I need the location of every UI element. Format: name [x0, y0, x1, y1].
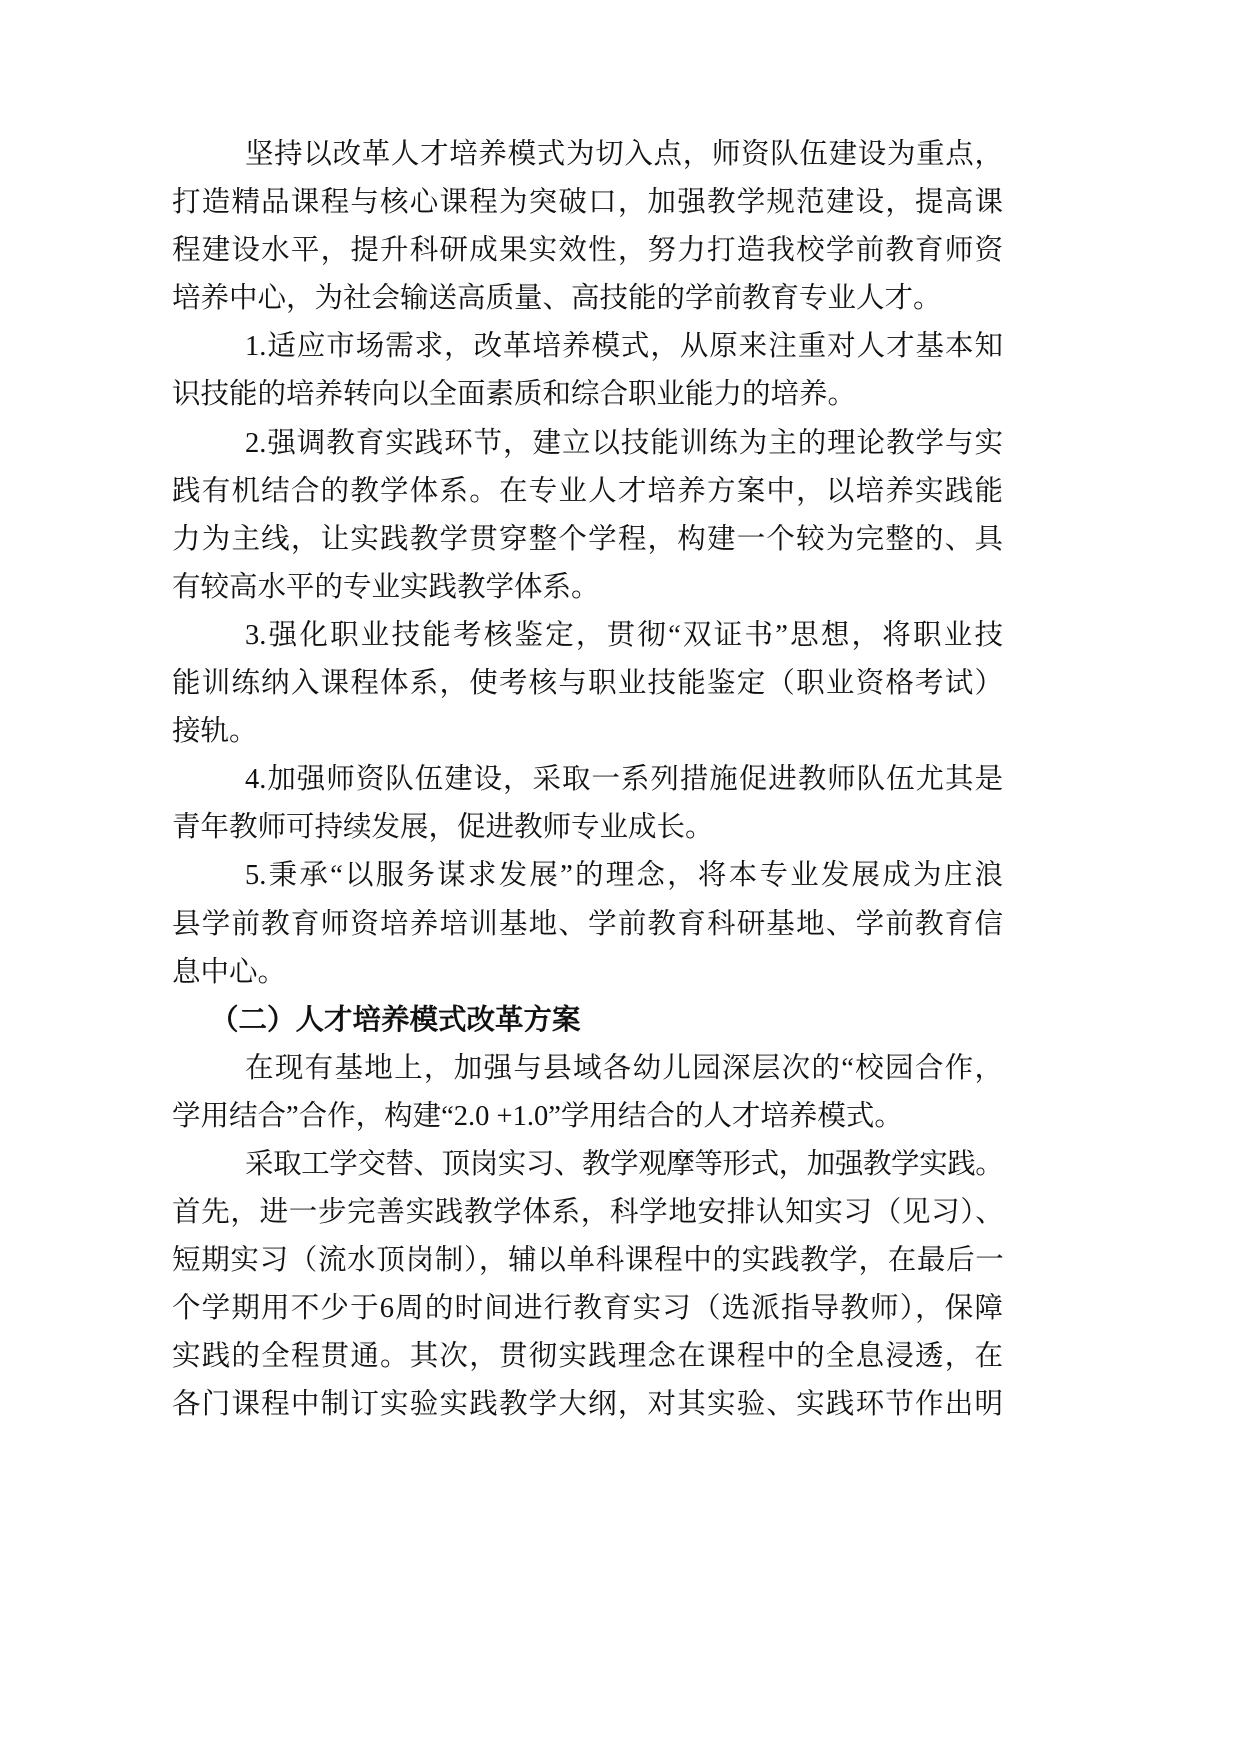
document-page: [172, 131, 1003, 1430]
text-line: 程建设水平，提升科研成果实效性，努力打造我校学前教育师资: [172, 235, 1003, 267]
text-line: 能训练纳入课程体系，使考核与职业技能鉴定（职业资格考试）: [172, 668, 1003, 700]
paragraph-item-4: [172, 756, 1003, 852]
text-line: 培养中心，为社会输送高质量、高技能的学前教育专业人才。: [172, 283, 942, 315]
text-line: 息中心。: [172, 956, 287, 988]
text-line: 个学期用不少于6周的时间进行教育实习（选派指导教师），保障: [172, 1293, 1003, 1325]
paragraph-intro: [172, 131, 1003, 323]
text-line: 县学前教育师资培养培训基地、学前教育科研基地、学前教育信: [172, 908, 1003, 940]
text-line: 4.加强师资队伍建设，采取一系列措施促进教师队伍尤其是: [245, 764, 1003, 796]
text-line: 践有机结合的教学体系。在专业人才培养方案中，以培养实践能: [172, 475, 1003, 507]
section-heading: （二）人才培养模式改革方案: [210, 1004, 581, 1036]
text-line: 采取工学交替、顶岗实习、教学观摩等形式，加强教学实践。: [245, 1148, 1003, 1180]
text-line: 坚持以改革人才培养模式为切入点，师资队伍建设为重点，: [245, 139, 1003, 170]
text-line: 在现有基地上，加强与县域各幼儿园深层次的“校园合作，: [245, 1052, 1003, 1084]
text-line: 打造精品课程与核心课程为突破口，加强教学规范建设，提高课: [172, 187, 1003, 219]
text-line: 力为主线，让实践教学贯穿整个学程，构建一个较为完整的、具: [172, 523, 1003, 555]
paragraph-section-2: [172, 1141, 1003, 1430]
text-line: 有较高水平的专业实践教学体系。: [172, 571, 600, 603]
text-line: 3.强化职业技能考核鉴定，贯彻“双证书”思想，将职业技: [245, 619, 1003, 651]
paragraph-item-2: [172, 420, 1003, 612]
text-line: 首先，进一步完善实践教学体系，科学地安排认知实习（见习）、: [172, 1197, 1003, 1229]
text-line: 学用结合”合作，构建“2.0 +1.0”学用结合的人才培养模式。: [172, 1100, 903, 1132]
text-line: 短期实习（流水顶岗制），辅以单科课程中的实践教学，在最后一: [172, 1245, 1003, 1277]
text-line: 识技能的培养转向以全面素质和综合职业能力的培养。: [172, 379, 857, 411]
text-line: 实践的全程贯通。其次，贯彻实践理念在课程中的全息浸透，在: [172, 1341, 1003, 1373]
paragraph-section-1: [172, 1045, 1003, 1141]
paragraph-item-5: [172, 852, 1003, 996]
text-line: 5.秉承“以服务谋求发展”的理念，将本专业发展成为庄浪: [245, 860, 1003, 892]
text-line: 接轨。: [172, 716, 258, 748]
paragraph-item-1: [172, 323, 1003, 419]
text-line: 1.适应市场需求，改革培养模式，从原来注重对人才基本知: [245, 331, 1003, 363]
text-line: 青年教师可持续发展，促进教师专业成长。: [172, 812, 714, 844]
text-line: 各门课程中制订实验实践教学大纲，对其实验、实践环节作出明: [172, 1389, 1003, 1421]
paragraph-item-3: [172, 612, 1003, 756]
text-line: 2.强调教育实践环节，建立以技能训练为主的理论教学与实: [245, 427, 1003, 459]
